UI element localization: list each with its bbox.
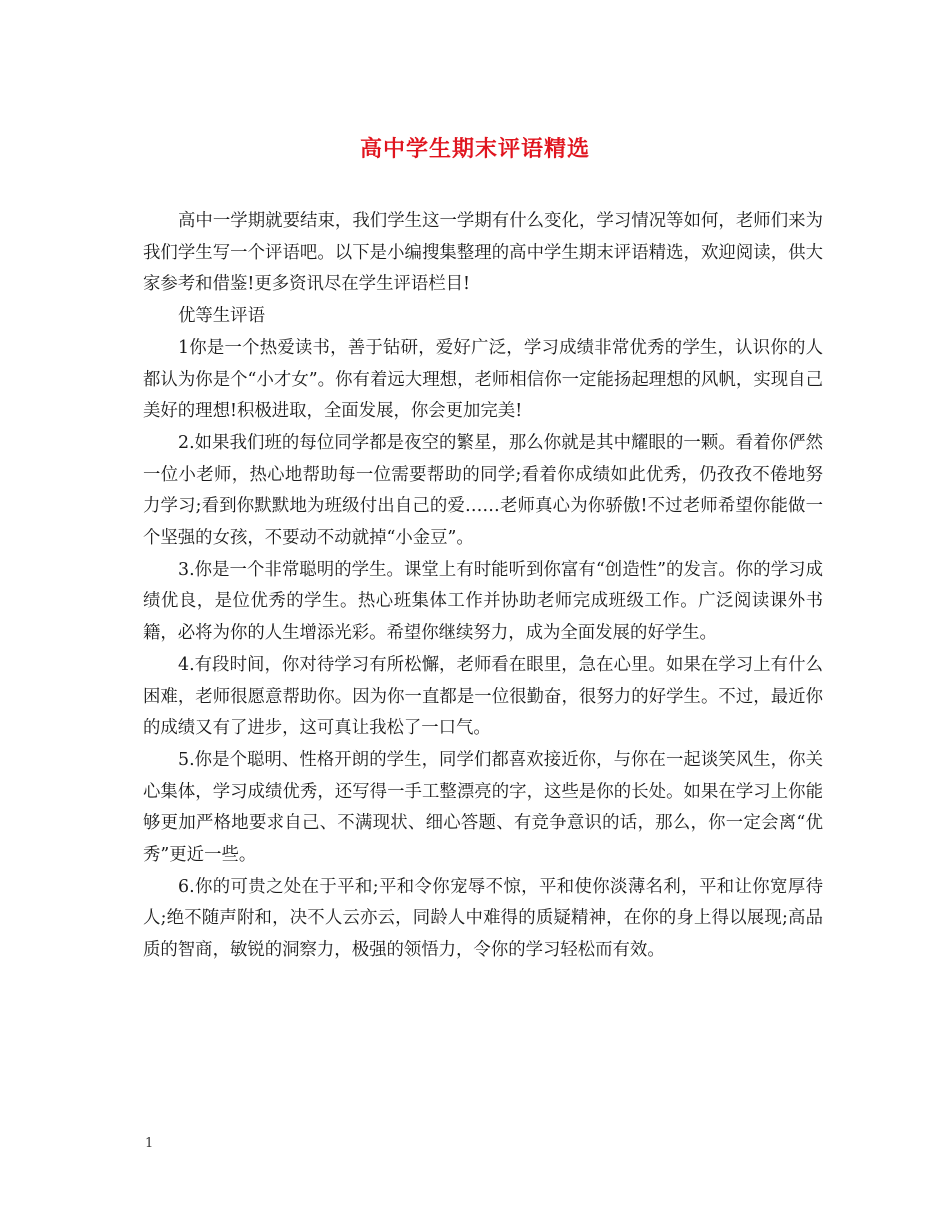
comment-paragraph-2: 2.如果我们班的每位同学都是夜空的繁星，那么你就是其中耀眼的一颗。看着你俨然一位小老师，热心地帮助每一位需要帮助的同学;看着你成绩如此优秀，仍孜孜不倦地努力学习;看到你默默地为班级付出自己的爱……老师真心为你骄傲!不过老师希望你能做一个坚强的女孩，不要动不动就掉“小金豆”。 bbox=[143, 432, 823, 549]
comment-paragraph-1: 1你是一个热爱读书，善于钻研，爱好广泛，学习成绩非常优秀的学生，认识你的人都认为你是个“小才女”。你有着远大理想，老师相信你一定能扬起理想的风帆，实现自己美好的理想!积极进取，全面发展，你会更加完美! bbox=[143, 337, 823, 422]
document-title: 高中学生期末评语精选 bbox=[359, 137, 590, 162]
section-heading: 优等生评语 bbox=[178, 306, 265, 327]
comment-paragraph-3: 3.你是一个非常聪明的学生。课堂上有时能听到你富有“创造性”的发言。你的学习成绩优良，是位优秀的学生。热心班集体工作并协助老师完成班级工作。广泛阅读课外书籍，必将为你的人生增添光彩。希望你继续努力，成为全面发展的好学生。 bbox=[143, 559, 823, 644]
page-number: 1 bbox=[145, 1136, 154, 1151]
comment-paragraph-5: 5.你是个聪明、性格开朗的学生，同学们都喜欢接近你，与你在一起谈笑风生，你关心集体，学习成绩优秀，还写得一手工整漂亮的字，这些是你的长处。如果在学习上你能够更加严格地要求自己、不满现状、细心答题、有竞争意识的话，那么，你一定会离“优秀”更近一些。 bbox=[143, 749, 823, 866]
intro-paragraph: 高中一学期就要结束，我们学生这一学期有什么变化，学习情况等如何，老师们来为我们学生写一个评语吧。以下是小编搜集整理的高中学生期末评语精选，欢迎阅读，供大家参考和借鉴!更多资讯尽在学生评语栏目! bbox=[143, 211, 823, 295]
comment-paragraph-4: 4.有段时间，你对待学习有所松懈，老师看在眼里，急在心里。如果在学习上有什么困难，老师很愿意帮助你。因为你一直都是一位很勤奋，很努力的好学生。不过，最近你的成绩又有了进步，这可真让我松了一口气。 bbox=[143, 654, 823, 739]
document-body bbox=[143, 206, 823, 967]
comment-paragraph-6: 6.你的可贵之处在于平和;平和令你宠辱不惊，平和使你淡薄名利，平和让你宽厚待人;绝不随声附和，决不人云亦云，同龄人中难得的质疑精神，在你的身上得以展现;高品质的智商，敏锐的洞察力，极强的领悟力，令你的学习轻松而有效。 bbox=[143, 876, 823, 961]
